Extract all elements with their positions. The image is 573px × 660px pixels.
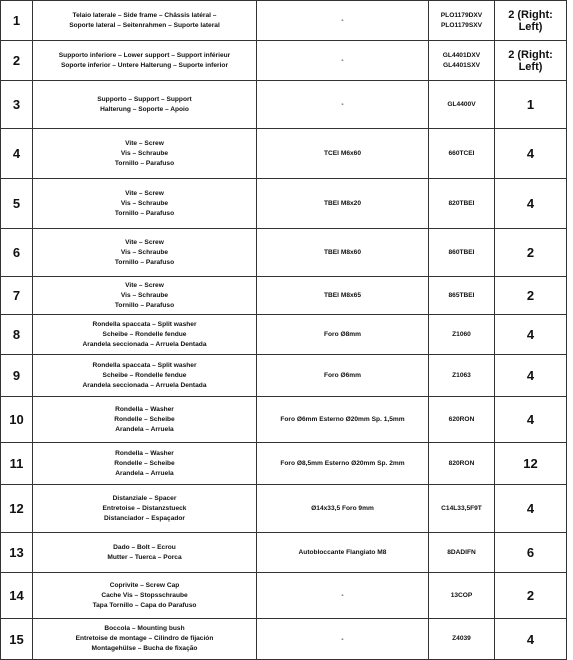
code-line: 660TCEI bbox=[448, 149, 475, 157]
description-line: Arandela – Arruela bbox=[115, 469, 174, 477]
item-specification: Ø14x33,5 Foro 9mm bbox=[257, 485, 429, 533]
table-row bbox=[1, 179, 567, 229]
code-line: 820TBEI bbox=[448, 199, 475, 207]
table-row bbox=[1, 533, 567, 573]
description-line: Vis – Schraube bbox=[120, 149, 169, 157]
item-specification: Autobloccante Flangiato M8 bbox=[257, 533, 429, 573]
item-quantity: 2 bbox=[495, 229, 567, 277]
description-line: Arandela – Arruela bbox=[115, 425, 174, 433]
table-row bbox=[1, 355, 567, 397]
item-description bbox=[33, 229, 257, 277]
table-row bbox=[1, 1, 567, 41]
table-row bbox=[1, 619, 567, 660]
description-line: Vite – Screw bbox=[125, 189, 164, 197]
code-line: 8DADIFN bbox=[447, 548, 476, 556]
item-number: 10 bbox=[1, 397, 33, 443]
description-line: Entretoise de montage – Cilindro de fijación bbox=[75, 635, 214, 642]
item-quantity: 4 bbox=[495, 619, 567, 660]
description-line: Tapa Tornillo – Capa do Parafuso bbox=[92, 601, 197, 609]
code-line: PLO1179SXV bbox=[440, 21, 483, 29]
item-quantity: 12 bbox=[495, 443, 567, 485]
item-number: 11 bbox=[1, 443, 33, 485]
parts-table-body bbox=[1, 1, 567, 660]
description-line: Rondella – Washer bbox=[115, 449, 174, 457]
item-description bbox=[33, 277, 257, 315]
item-description bbox=[33, 315, 257, 355]
description-line: Rondelle – Scheibe bbox=[114, 459, 175, 467]
item-number: 1 bbox=[1, 1, 33, 41]
description-line: Montagehülse – Bucha de fixação bbox=[91, 645, 198, 652]
description-line: Soporte lateral – Seitenrahmen – Suporte lateral bbox=[69, 21, 220, 29]
item-specification: Foro Ø8mm bbox=[257, 315, 429, 355]
description-line: Vis – Schraube bbox=[120, 199, 169, 207]
code-line: Z1060 bbox=[452, 330, 471, 338]
description-line: Vis – Schraube bbox=[120, 291, 169, 299]
item-specification: - bbox=[257, 573, 429, 619]
item-code bbox=[429, 179, 495, 229]
item-specification: - bbox=[257, 81, 429, 129]
item-number: 6 bbox=[1, 229, 33, 277]
description-line: Soporte inferior – Untere Halterung – Suporte inferior bbox=[60, 61, 229, 69]
item-code bbox=[429, 443, 495, 485]
item-code bbox=[429, 573, 495, 619]
item-code bbox=[429, 129, 495, 179]
description-line: Rondella – Washer bbox=[115, 405, 174, 413]
item-description bbox=[33, 41, 257, 81]
description-line: Rondelle – Scheibe bbox=[114, 415, 175, 423]
description-line: Tornillo – Parafuso bbox=[114, 159, 175, 167]
code-line: 860TBEI bbox=[448, 248, 475, 256]
item-quantity: 6 bbox=[495, 533, 567, 573]
item-code bbox=[429, 315, 495, 355]
table-row bbox=[1, 129, 567, 179]
item-description bbox=[33, 129, 257, 179]
item-number: 15 bbox=[1, 619, 33, 660]
item-quantity: 2 (Right: Left) bbox=[495, 41, 567, 81]
item-quantity: 4 bbox=[495, 355, 567, 397]
item-code bbox=[429, 485, 495, 533]
item-code bbox=[429, 229, 495, 277]
item-code bbox=[429, 355, 495, 397]
description-line: Scheibe – Rondelle fendue bbox=[102, 330, 187, 338]
description-line: Cache Vis – Stopsschraube bbox=[101, 591, 188, 599]
item-specification: TBEI M8x20 bbox=[257, 179, 429, 229]
item-specification: Foro Ø6mm Esterno Ø20mm Sp. 1,5mm bbox=[257, 397, 429, 443]
item-number: 2 bbox=[1, 41, 33, 81]
description-line: Halterung – Soporte – Apoio bbox=[100, 105, 189, 113]
code-line: 620RON bbox=[448, 415, 475, 423]
item-description bbox=[33, 485, 257, 533]
item-specification: Foro Ø6mm bbox=[257, 355, 429, 397]
item-quantity: 4 bbox=[495, 485, 567, 533]
description-line: Supporto – Support – Support bbox=[97, 95, 192, 103]
item-description bbox=[33, 619, 257, 660]
item-number: 14 bbox=[1, 573, 33, 619]
table-row bbox=[1, 277, 567, 315]
description-line: Arandela seccionada – Arruela Dentada bbox=[82, 340, 207, 348]
table-row bbox=[1, 81, 567, 129]
description-line: Tornillo – Parafuso bbox=[114, 209, 175, 217]
item-number: 5 bbox=[1, 179, 33, 229]
description-line: Vite – Screw bbox=[125, 238, 164, 246]
code-line: GL4401SXV bbox=[442, 61, 481, 69]
table-row bbox=[1, 485, 567, 533]
item-quantity: 4 bbox=[495, 129, 567, 179]
description-line: Boccola – Mounting bush bbox=[104, 625, 185, 632]
code-line: 820RON bbox=[448, 459, 475, 467]
description-line: Vite – Screw bbox=[125, 281, 164, 289]
description-line: Vis – Schraube bbox=[120, 248, 169, 256]
code-line: GL4400V bbox=[447, 100, 476, 108]
code-line: 13COP bbox=[450, 591, 473, 599]
item-quantity: 2 (Right: Left) bbox=[495, 1, 567, 41]
item-specification: TCEI M6x60 bbox=[257, 129, 429, 179]
description-line: Arandela seccionada – Arruela Dentada bbox=[82, 381, 207, 389]
description-line: Scheibe – Rondelle fendue bbox=[102, 371, 187, 379]
item-code bbox=[429, 81, 495, 129]
item-number: 12 bbox=[1, 485, 33, 533]
code-line: 865TBEI bbox=[448, 291, 475, 299]
item-specification: TBEI M8x65 bbox=[257, 277, 429, 315]
item-code bbox=[429, 1, 495, 41]
item-number: 8 bbox=[1, 315, 33, 355]
description-line: Distanciador – Espaçador bbox=[104, 514, 185, 522]
description-line: Tornillo – Parafuso bbox=[114, 301, 175, 309]
item-description bbox=[33, 355, 257, 397]
item-description bbox=[33, 179, 257, 229]
table-row bbox=[1, 41, 567, 81]
item-number: 9 bbox=[1, 355, 33, 397]
item-specification: - bbox=[257, 1, 429, 41]
item-code bbox=[429, 277, 495, 315]
code-line: PLO1179DXV bbox=[440, 11, 483, 19]
description-line: Tornillo – Parafuso bbox=[114, 258, 175, 266]
item-quantity: 1 bbox=[495, 81, 567, 129]
item-quantity: 4 bbox=[495, 397, 567, 443]
description-line: Vite – Screw bbox=[125, 139, 164, 147]
table-row bbox=[1, 443, 567, 485]
item-code bbox=[429, 619, 495, 660]
item-quantity: 2 bbox=[495, 573, 567, 619]
item-number: 4 bbox=[1, 129, 33, 179]
description-line: Mutter – Tuerca – Porca bbox=[107, 553, 182, 561]
item-quantity: 4 bbox=[495, 179, 567, 229]
item-description bbox=[33, 533, 257, 573]
item-quantity: 4 bbox=[495, 315, 567, 355]
item-code bbox=[429, 41, 495, 81]
item-specification: Foro Ø8,5mm Esterno Ø20mm Sp. 2mm bbox=[257, 443, 429, 485]
item-number: 3 bbox=[1, 81, 33, 129]
description-line: Entretoise – Distanzstueck bbox=[102, 504, 187, 512]
description-line: Rondella spaccata – Split washer bbox=[92, 320, 197, 328]
table-row bbox=[1, 573, 567, 619]
table-row bbox=[1, 229, 567, 277]
item-specification: TBEI M8x60 bbox=[257, 229, 429, 277]
table-row bbox=[1, 397, 567, 443]
item-description bbox=[33, 81, 257, 129]
item-number: 7 bbox=[1, 277, 33, 315]
item-quantity: 2 bbox=[495, 277, 567, 315]
description-line: Dado – Bolt – Ecrou bbox=[113, 543, 176, 551]
item-code bbox=[429, 397, 495, 443]
item-description bbox=[33, 443, 257, 485]
item-code bbox=[429, 533, 495, 573]
item-number: 13 bbox=[1, 533, 33, 573]
code-line: GL4401DXV bbox=[442, 51, 481, 59]
item-specification: - bbox=[257, 619, 429, 660]
code-line: Z1063 bbox=[452, 371, 471, 379]
item-specification: - bbox=[257, 41, 429, 81]
description-line: Supporto inferiore – Lower support – Support inférieur bbox=[58, 51, 231, 59]
item-description bbox=[33, 573, 257, 619]
item-description bbox=[33, 1, 257, 41]
description-line: Coprivite – Screw Cap bbox=[109, 581, 180, 589]
code-line: C14L33,5F9T bbox=[441, 504, 482, 512]
item-description bbox=[33, 397, 257, 443]
table-row bbox=[1, 315, 567, 355]
description-line: Distanziale – Spacer bbox=[112, 494, 177, 502]
description-line: Rondella spaccata – Split washer bbox=[92, 361, 197, 369]
description-line: Telaio laterale – Side frame – Châssis latéral – bbox=[72, 11, 217, 19]
code-line: Z4039 bbox=[452, 635, 471, 642]
